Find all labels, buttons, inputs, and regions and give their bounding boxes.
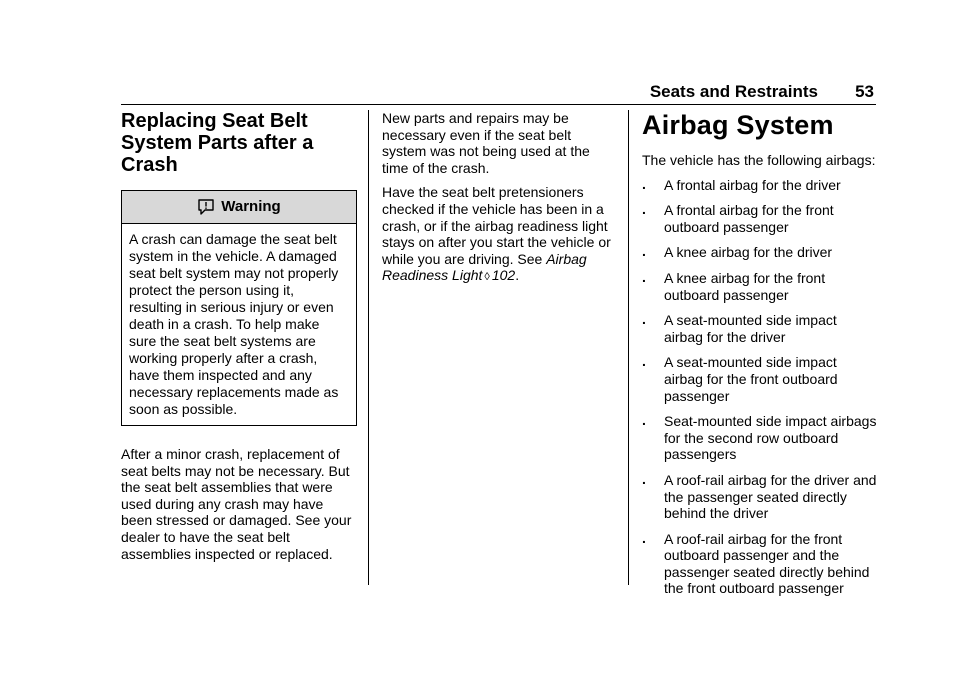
warning-text: A crash can damage the seat belt system in the vehicle. A damaged seat belt system may not properly protect the person using it, resulting in serious injury or even death in a crash. To help make sure the seat belt systems are working properly after a crash, have them inspected and any necessary replacements made as soon as possible. <box>129 231 339 417</box>
airbag-list <box>642 177 878 597</box>
list-item <box>642 413 878 463</box>
page-number: 53 <box>855 82 874 101</box>
page-header <box>121 82 876 104</box>
column-1 <box>121 110 357 570</box>
bullet-marker: . <box>642 175 646 192</box>
pretensioners-text: Have the seat belt pretensioners checked if the vehicle has been in a crash, or if the airbag readiness light stays on after you start the vehicle or while you are driving. See <box>382 184 611 267</box>
list-item <box>642 472 878 522</box>
list-item <box>642 270 878 303</box>
column-divider-2 <box>628 110 629 585</box>
warning-box <box>121 190 357 426</box>
column-3 <box>642 110 878 606</box>
bullet-marker: . <box>642 353 646 370</box>
warning-header <box>122 191 356 224</box>
list-item-text: A seat-mounted side impact airbag for the driver <box>664 312 837 345</box>
bullet-marker: . <box>642 412 646 429</box>
list-item-text: A knee airbag for the driver <box>664 244 833 261</box>
header-rule <box>121 104 876 105</box>
list-item-text: Seat-mounted side impact airbags for the second row outboard passengers <box>664 413 877 463</box>
list-item-text: A knee airbag for the front outboard passenger <box>664 269 826 303</box>
list-item <box>642 244 878 261</box>
page-reference-number[interactable]: 102 <box>491 267 516 284</box>
page-reference-icon: ◊ <box>484 271 490 284</box>
list-item <box>642 531 878 597</box>
pretensioners-paragraph <box>382 184 618 286</box>
warning-speech-bubble-icon <box>197 198 215 216</box>
list-item-text: A roof-rail airbag for the driver and the passenger seated directly behind the driver <box>664 471 877 522</box>
column-divider-1 <box>368 110 369 585</box>
list-item <box>642 312 878 345</box>
bullet-marker: . <box>642 243 646 260</box>
running-header-title: Seats and Restraints <box>649 82 818 101</box>
list-item-text: A seat-mounted side impact airbag for the front outboard passenger <box>664 354 838 404</box>
section-heading-replacing-parts: Replacing Seat Belt System Parts after a Crash <box>121 110 314 176</box>
list-item-text: A frontal airbag for the front outboard passenger <box>664 202 834 235</box>
new-parts-paragraph: New parts and repairs may be necessary even if the seat belt system was not being used at the time of the crash. <box>382 110 590 176</box>
bullet-marker: . <box>642 268 646 285</box>
section-heading-airbag-system: Airbag System <box>642 110 834 140</box>
sentence-end: . <box>515 267 520 284</box>
column-2 <box>382 110 618 294</box>
bullet-marker: . <box>642 529 646 546</box>
bullet-marker: . <box>642 470 646 487</box>
warning-label: Warning <box>221 197 281 215</box>
airbag-readiness-light-link[interactable]: Airbag Readiness Light <box>382 250 587 284</box>
bullet-marker: . <box>642 201 646 218</box>
list-item-text: A frontal airbag for the driver <box>664 176 841 193</box>
after-crash-paragraph: After a minor crash, replacement of seat belts may not be necessary. But the seat belt assemblies that were used during any crash may have been stressed or damaged. See your dealer to have the seat belt assemblies inspected or replaced. <box>121 446 352 562</box>
list-item <box>642 354 878 404</box>
list-item-text: A roof-rail airbag for the front outboard passenger and the passenger seated directly behind the front outboard passenger <box>664 530 870 597</box>
bullet-marker: . <box>642 311 646 328</box>
list-item <box>642 202 878 235</box>
airbag-intro: The vehicle has the following airbags: <box>642 152 876 168</box>
list-item <box>642 177 878 194</box>
